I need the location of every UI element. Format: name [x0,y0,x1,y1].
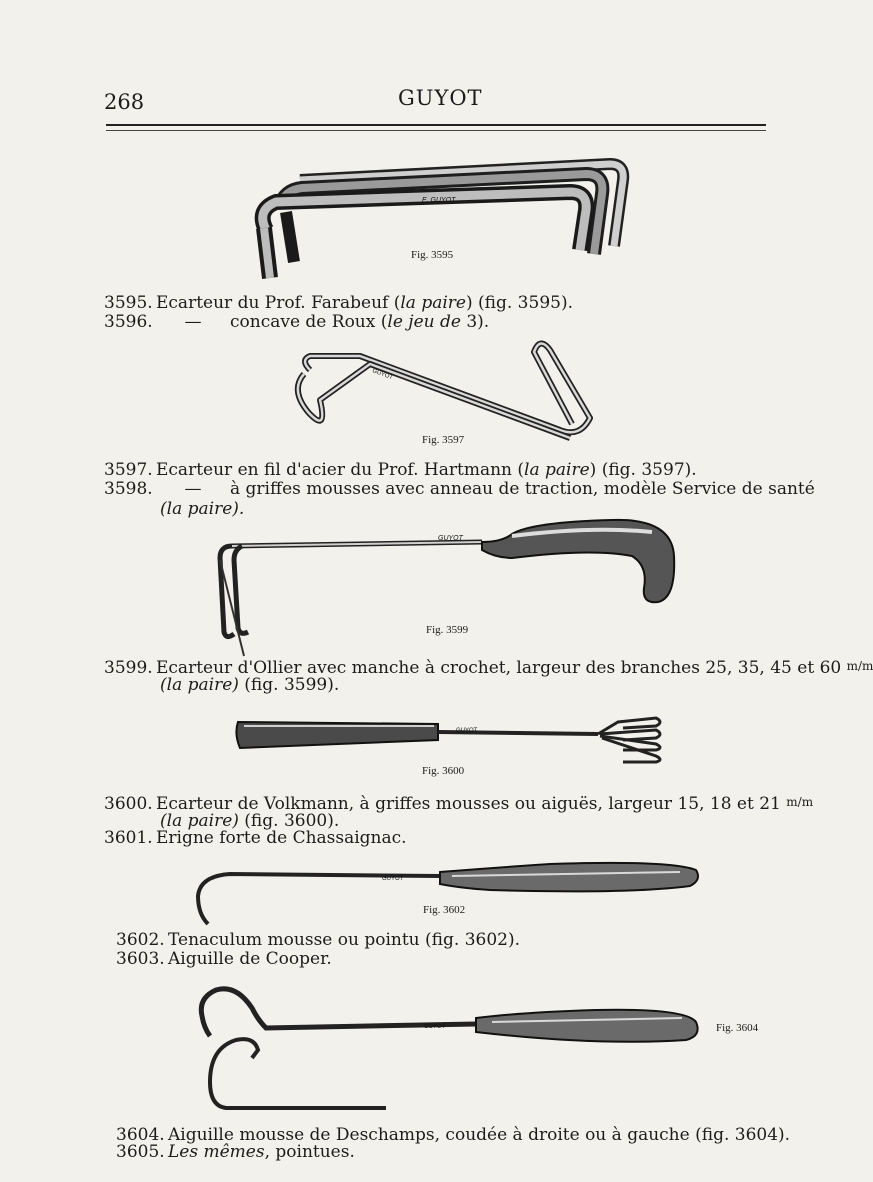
entry-italic: Les mêmes [168,1142,265,1162]
entry-3595 [104,294,573,313]
entry-number: 3596. [104,312,153,332]
entry-number: 3600. [104,794,153,814]
entry-number: 3602. [116,930,165,950]
fig3604-stamp: GUYOT [424,1024,446,1030]
volkmann-retractor-illustration [228,704,673,764]
entry-3597 [104,461,697,480]
entry-text: concave de Roux ( [230,312,388,332]
entry-text-end: , pointues. [264,1142,355,1162]
entry-text-end: 3). [460,312,490,332]
page-header-title: GUYOT [398,86,483,110]
entry-3598 [104,480,815,499]
header-rule [106,124,766,126]
entry-text-end: (fig. 3600). [238,811,340,831]
fig3600-caption: Fig. 3600 [422,765,465,777]
fig3597-caption: Fig. 3597 [422,434,465,446]
header-rule-thin [106,130,766,131]
entry-text: Erigne forte de Chassaignac. [156,828,407,848]
fig3599-caption: Fig. 3599 [426,624,469,636]
fig3595-caption: Fig. 3595 [411,249,454,261]
deschamps-needle-illustration [196,980,708,1115]
entry-text: Aiguille de Cooper. [168,949,332,969]
entry-text: Ecarteur du Prof. Farabeuf ( [156,293,401,313]
fig3599-stamp: GUYOT [438,535,463,542]
entry-number: 3604. [116,1125,165,1145]
fig3597-stamp: GUYOT [371,368,394,382]
unit-fraction: m/m [786,795,814,809]
entry-italic: le jeu de [387,312,461,332]
entry-text: Ecarteur d'Ollier avec manche à crochet, largeur des branches 25, 35, 45 et 60 [156,658,847,678]
entry-italic: (la paire) [160,811,239,831]
entry-3601 [104,829,407,848]
entry-number: 3599. [104,658,153,678]
entry-3598-continuation: (la paire). [160,499,245,519]
ditto-dash: — [184,479,202,499]
entry-italic: la paire [400,293,466,313]
fig3602-stamp: GUYOT [382,876,404,882]
hartmann-wire-retractor-illustration [280,330,610,445]
page-number: 268 [104,90,145,114]
fig3595-stamp: E. GUYOT [422,197,456,204]
entry-3602 [116,931,520,950]
entry-number: 3603. [116,949,165,969]
entry-text: Tenaculum mousse ou pointu (fig. 3602). [168,930,520,950]
entry-3605 [116,1143,355,1162]
entry-italic: (la paire) [160,675,239,695]
entry-text: Ecarteur de Volkmann, à griffes mousses ou aiguës, largeur 15, 18 et 21 [156,794,787,814]
ditto-dash: — [184,312,202,332]
entry-text-end: ) (fig. 3595). [465,293,573,313]
unit-fraction: m/m [846,659,873,673]
farabeuf-retractor-illustration [240,150,640,290]
entry-number: 3595. [104,293,153,313]
entry-number: 3601. [104,828,153,848]
fig3604-caption: Fig. 3604 [716,1022,759,1034]
entry-text-end: (fig. 3599). [238,675,340,695]
entry-number: 3598. [104,479,153,499]
entry-text: Aiguille mousse de Deschamps, coudée à droite ou à gauche (fig. 3604). [168,1125,791,1145]
entry-3603 [116,950,332,969]
entry-italic: la paire [524,460,590,480]
entry-3599-continuation [160,676,339,695]
entry-number: 3605. [116,1142,165,1162]
fig3600-stamp: GUYOT [456,728,478,734]
entry-text: Ecarteur en fil d'acier du Prof. Hartmann ( [156,460,525,480]
entry-text-end: ) (fig. 3597). [589,460,697,480]
entry-number: 3597. [104,460,153,480]
tenaculum-illustration [190,852,702,928]
entry-text: à griffes mousses avec anneau de traction, modèle Service de santé [230,479,815,499]
fig3602-caption: Fig. 3602 [423,904,466,916]
